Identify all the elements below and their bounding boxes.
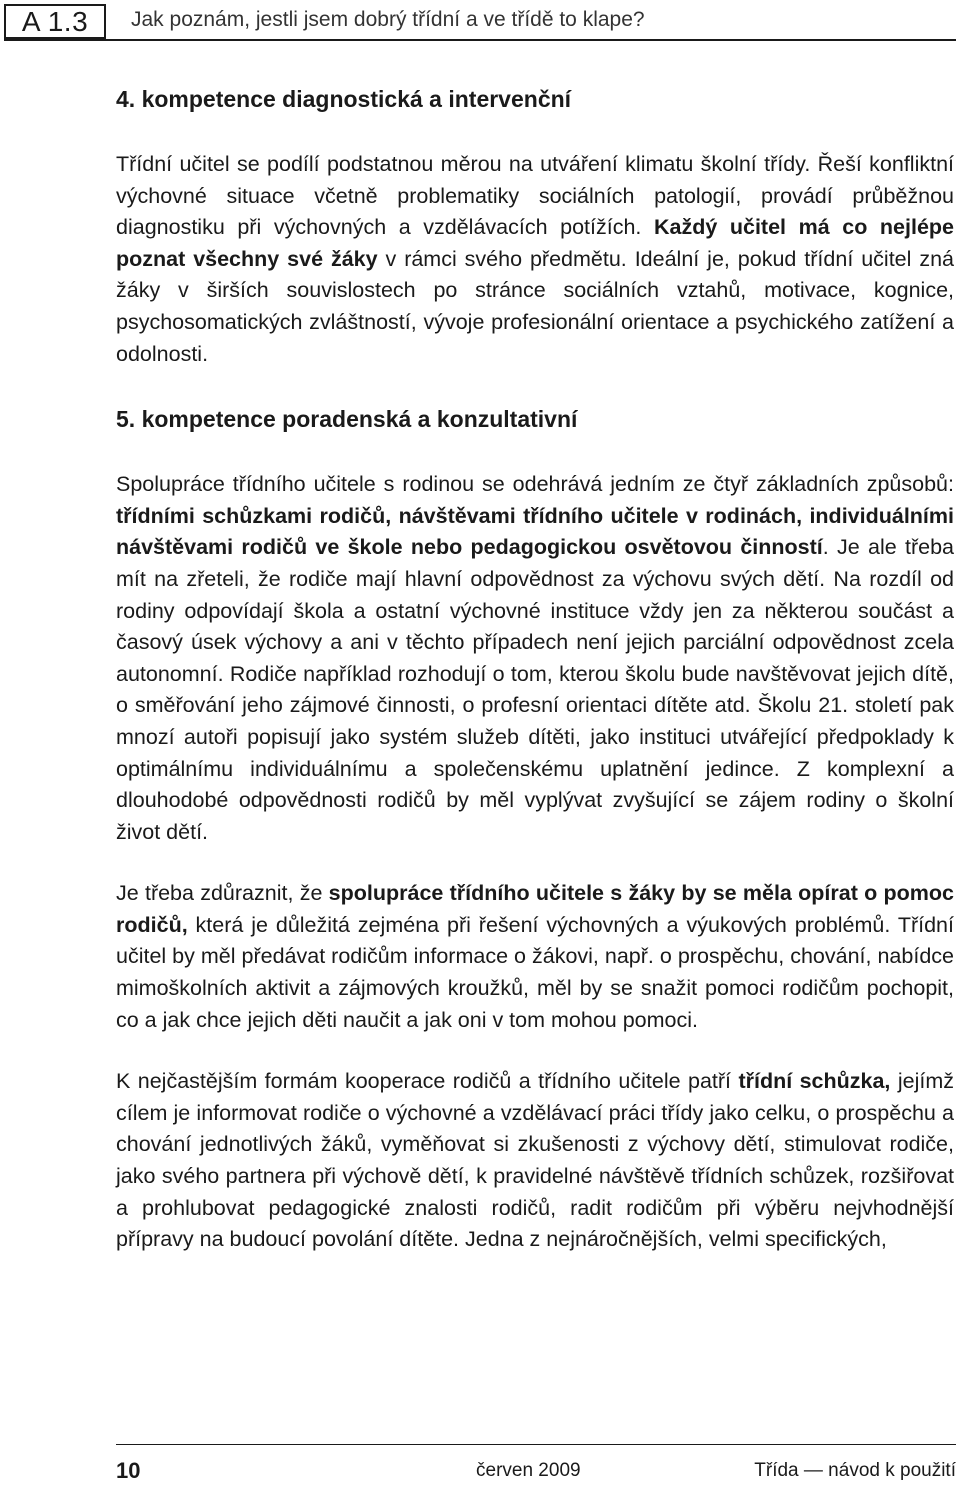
- header-rule: [4, 39, 956, 41]
- section-heading-5: 5. kompetence poradenská a konzultativní: [116, 406, 578, 433]
- paragraph-text: v rámci svého předmětu. Ideální je, pokud třídní učitel zná žáky v širších souvislostech po stránce sociálních vztahů, motivace, kognice, psychosomatických zvláštností, vývoje profesionální orientace a psychického zatížení a odolnosti.: [116, 246, 955, 366]
- footer-publication: Třída — návod k použití: [754, 1460, 956, 1481]
- paragraph-emphasis: Každý učitel má co nejlépe poznat všechny své žáky: [116, 215, 955, 271]
- page-footer: [116, 1444, 956, 1484]
- paragraph-emphasis: třídními schůzkami rodičů, návštěvami třídního učitele v rodinách, individuálními návštěvami rodičů ve škole nebo pedagogickou osvětovou činností: [116, 503, 954, 560]
- page-content: [116, 84, 954, 1256]
- paragraph-text: Je třeba zdůraznit, že: [116, 881, 329, 906]
- paragraph-emphasis: spolupráce třídního učitele s žáky by se měla opírat o pomoc rodičů,: [116, 881, 954, 937]
- page-header: [0, 0, 960, 44]
- section-heading-4: 4. kompetence diagnostická a intervenční: [116, 86, 572, 112]
- paragraph-text: Třídní učitel se podílí podstatnou měrou na utváření klimatu školní třídy. Řeší konfliktní výchovné situace včetně problematiky sociálních patologií, provádí průběžnou diagnostiku při výchovných a vzdělávacích potížích.: [116, 152, 954, 240]
- page-number: 10: [116, 1458, 141, 1483]
- paragraph-emphasis: třídní schůzka,: [738, 1069, 891, 1094]
- paragraph-5-3: [116, 1066, 954, 1256]
- running-header-title: Jak poznám, jestli jsem dobrý třídní a ve třídě to klape?: [131, 8, 645, 31]
- paragraph-text: . Je ale třeba mít na zřeteli, že rodiče mají hlavní odpovědnost za výchovu svých dětí. Na rozdíl od rodiny odpovídají škola a ostatní výchovné instituce vždy jen za některou součást a časový úsek výchovy a ani v těchto případech není jejich parciální odpovědnost zcela autonomní. Rodiče například rozhodují o tom, kterou školu bude navštěvovat jejich dítě, o směřování jeho zájmové činnosti, o profesní orientaci dítěte atd. Školu 21. století pak mnozí autoři popisují jako systém služeb dítěti, jako instituci utvářející předpoklady k optimálnímu individuálnímu a společenskému uplatnění jedince. Z komplexní a dlouhodobé odpovědnosti rodičů by měl vyplývat zvyšující se zájem rodiny o školní život dětí.: [116, 535, 955, 844]
- paragraph-4-1: [116, 149, 954, 370]
- chapter-badge: A 1.3: [4, 4, 106, 39]
- footer-date: červen 2009: [476, 1460, 581, 1481]
- footer-rule: [116, 1444, 956, 1445]
- paragraph-5-2: [116, 878, 954, 1036]
- paragraph-text: K nejčastějším formám kooperace rodičů a třídního učitele patří: [116, 1069, 739, 1094]
- paragraph-text: která je důležitá zejména při řešení výchovných a výukových problémů. Třídní učitel by měl předávat rodičům informace o žákovi, např. o prospěchu, chování, nabídce mimoškolních aktivit a zájmových kroužků, měl by se snažit pomoci rodičům pochopit, co a jak chce jejich děti naučit a jak oni v tom mohou pomoci.: [116, 912, 954, 1032]
- paragraph-5-1: [116, 469, 954, 848]
- paragraph-text: jejímž cílem je informovat rodiče o výchovné a vzdělávací práci třídy jako celku, o prospěchu a chování jednotlivých žáků, vyměňovat si zkušenosti z výchovy dětí, stimulovat rodiče, jako svého partnera při výchově dětí, k pravidelné návštěvě třídních schůzek, rozšiřovat a prohlubovat pedagogické znalosti rodičů, radit rodičům při výběru nejvhodnější přípravy na budoucí povolání dítěte. Jedna z nejnáročnějších, velmi specifických,: [116, 1069, 954, 1252]
- paragraph-text: Spolupráce třídního učitele s rodinou se odehrává jedním ze čtyř základních způsobů:: [116, 472, 954, 497]
